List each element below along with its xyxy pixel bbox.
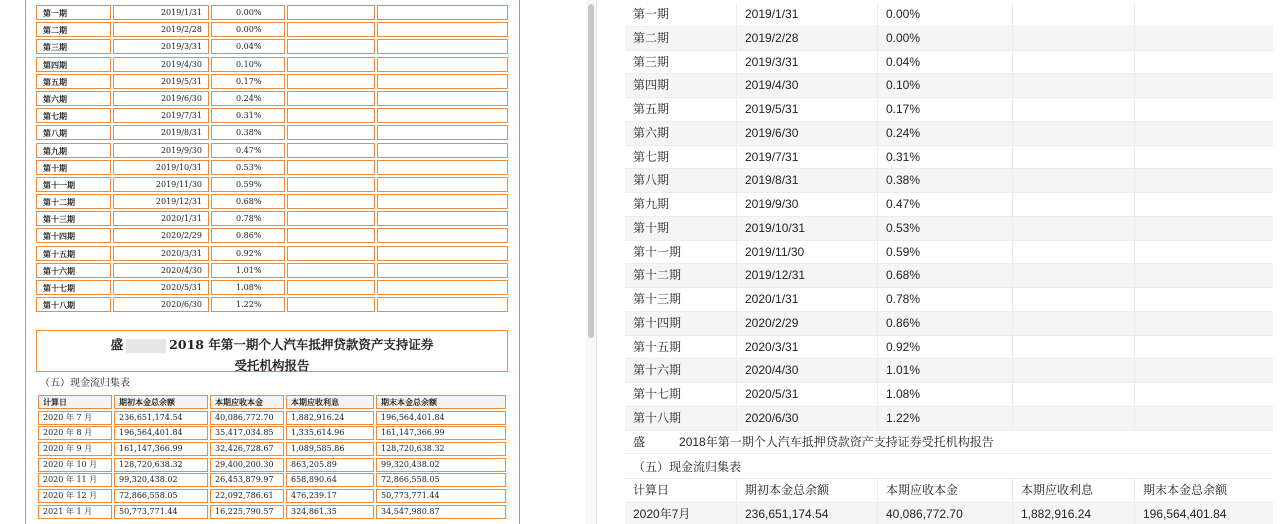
document-date-cell: 2019/6/30 (113, 91, 209, 106)
result-title-text: 2018年第一期个人汽车抵押贷款资产支持证券受托机构报告 (679, 435, 994, 449)
document-empty-cell (287, 228, 375, 243)
document-empty-cell (287, 160, 375, 175)
document-cashflow-cell: 476,239.17 (286, 489, 374, 503)
result-empty-cell (1135, 288, 1273, 311)
document-cashflow-cell: 236,651,174.54 (114, 411, 208, 425)
document-cashflow-cell: 2020 年 10 月 (38, 458, 112, 472)
document-cashflow-cell: 29,400,200.30 (210, 458, 284, 472)
document-cashflow-cell: 2020 年 7 月 (38, 411, 112, 425)
result-empty-cell (1135, 359, 1273, 382)
result-date-cell: 2019/5/31 (737, 98, 878, 121)
document-date-cell: 2020/2/29 (113, 228, 209, 243)
result-empty-cell (1135, 74, 1273, 97)
result-period-cell: 第十三期 (625, 288, 737, 311)
document-rate-cell: 0.92% (211, 246, 285, 261)
result-rate-cell: 0.86% (878, 312, 1013, 335)
document-rate-cell: 1.01% (211, 263, 285, 278)
document-empty-cell (287, 125, 375, 140)
result-rate-cell: 0.68% (878, 264, 1013, 287)
document-empty-cell (377, 160, 508, 175)
result-table-row (625, 98, 1273, 122)
document-empty-cell (377, 280, 508, 295)
document-period-cell: 第十四期 (36, 228, 111, 243)
document-cashflow-cell: 1,882,916.24 (286, 411, 374, 425)
result-table-row (625, 288, 1273, 312)
document-table-row (36, 210, 508, 227)
result-empty-cell (1013, 3, 1135, 26)
document-table-row (36, 124, 508, 141)
document-empty-cell (287, 263, 375, 278)
document-cashflow-cell: 99,320,438.02 (376, 458, 506, 472)
result-date-cell: 2020/3/31 (737, 336, 878, 359)
document-cashflow-cell: 72,866,558.05 (376, 473, 506, 487)
document-rate-cell: 1.22% (211, 297, 285, 312)
document-cashflow-cell: 16,225,790.57 (210, 505, 284, 519)
result-period-cell: 第十期 (625, 217, 737, 240)
result-date-cell: 2019/7/31 (737, 146, 878, 169)
result-empty-cell (1013, 407, 1135, 430)
document-rate-cell: 1.08% (211, 280, 285, 295)
document-cashflow-cell: 26,453,879.97 (210, 473, 284, 487)
document-period-cell: 第十八期 (36, 297, 111, 312)
document-empty-cell (377, 143, 508, 158)
document-rate-cell: 0.78% (211, 211, 285, 226)
document-cashflow-cell: 35,417,034.85 (210, 426, 284, 440)
document-cashflow-header-cell: 期末本金总余额 (376, 395, 506, 409)
document-table-row (36, 107, 508, 124)
document-period-cell: 第十三期 (36, 211, 111, 226)
result-rate-cell: 1.01% (878, 359, 1013, 382)
document-empty-cell (287, 143, 375, 158)
result-period-cell: 第八期 (625, 169, 737, 192)
result-date-cell: 2019/1/31 (737, 3, 878, 26)
result-empty-cell (1135, 312, 1273, 335)
result-empty-cell (1013, 312, 1135, 335)
document-period-cell: 第十二期 (36, 194, 111, 209)
result-period-cell: 第十二期 (625, 264, 737, 287)
result-period-cell: 第十六期 (625, 359, 737, 382)
result-table-row (625, 122, 1273, 146)
document-cashflow-cell: 196,564,401.84 (376, 411, 506, 425)
document-empty-cell (377, 39, 508, 54)
result-empty-cell (1135, 383, 1273, 406)
document-period-cell: 第七期 (36, 108, 111, 123)
document-cashflow-cell: 1,335,614.96 (286, 426, 374, 440)
document-empty-cell (377, 228, 508, 243)
result-table-row (625, 336, 1273, 360)
document-period-cell: 第十五期 (36, 246, 111, 261)
document-date-cell: 2019/12/31 (113, 194, 209, 209)
document-empty-cell (377, 57, 508, 72)
document-period-cell: 第十七期 (36, 280, 111, 295)
document-table-row (36, 245, 508, 262)
result-date-cell: 2019/6/30 (737, 122, 878, 145)
document-cashflow-cell: 161,147,366.99 (376, 426, 506, 440)
document-table-row (36, 90, 508, 107)
result-cashflow-header-cell: 期初本金总余额 (737, 479, 878, 502)
document-cashflow-cell: 863,205.89 (286, 458, 374, 472)
document-cashflow-table (38, 394, 506, 520)
result-empty-cell (1013, 288, 1135, 311)
result-rate-cell: 0.00% (878, 3, 1013, 26)
document-date-cell: 2019/8/31 (113, 125, 209, 140)
document-period-cell: 第十一期 (36, 177, 111, 192)
document-empty-cell (287, 194, 375, 209)
result-table-row (625, 359, 1273, 383)
document-rate-cell: 0.00% (211, 22, 285, 37)
document-empty-cell (377, 297, 508, 312)
result-period-cell: 第十七期 (625, 383, 737, 406)
document-cashflow-cell: 128,720,638.32 (376, 442, 506, 456)
result-empty-cell (1013, 27, 1135, 50)
document-period-cell: 第九期 (36, 143, 111, 158)
result-empty-cell (1135, 169, 1273, 192)
document-rate-cell: 0.86% (211, 228, 285, 243)
document-cashflow-cell: 40,086,772.70 (210, 411, 284, 425)
document-cashflow-row (38, 472, 506, 488)
document-period-cell: 第六期 (36, 91, 111, 106)
result-rate-cell: 0.78% (878, 288, 1013, 311)
result-table-row (625, 146, 1273, 170)
result-rate-cell: 0.38% (878, 169, 1013, 192)
result-cashflow-header-cell: 本期应收利息 (1013, 479, 1135, 502)
result-report-title (625, 430, 1273, 454)
result-empty-cell (1135, 217, 1273, 240)
document-rate-cell: 0.31% (211, 108, 285, 123)
document-empty-cell (377, 211, 508, 226)
document-table-row (36, 159, 508, 176)
result-period-cell: 第七期 (625, 146, 737, 169)
document-empty-cell (377, 246, 508, 261)
result-cashflow-header-cell: 期末本金总余额 (1143, 483, 1228, 497)
result-cashflow-header-cell: 本期应收本金 (878, 479, 1013, 502)
document-cashflow-row (38, 457, 506, 473)
document-cashflow-cell: 658,890.64 (286, 473, 374, 487)
document-cashflow-cell: 22,092,786.61 (210, 489, 284, 503)
document-rates-table (36, 4, 508, 313)
document-date-cell: 2020/4/30 (113, 263, 209, 278)
document-cashflow-header-cell: 本期应收本金 (210, 395, 284, 409)
result-cashflow-table (625, 479, 1273, 524)
document-cashflow-cell: 161,147,366.99 (114, 442, 208, 456)
document-empty-cell (377, 263, 508, 278)
document-table-row (36, 279, 508, 296)
result-empty-cell (1135, 3, 1273, 26)
document-empty-cell (377, 194, 508, 209)
result-table-row (625, 312, 1273, 336)
document-empty-cell (287, 74, 375, 89)
document-empty-cell (377, 74, 508, 89)
document-empty-cell (287, 39, 375, 54)
result-empty-cell (1013, 74, 1135, 97)
document-empty-cell (287, 57, 375, 72)
document-empty-cell (287, 22, 375, 37)
document-date-cell: 2019/1/31 (113, 5, 209, 20)
result-empty-cell (1013, 193, 1135, 216)
document-period-cell: 第三期 (36, 39, 111, 54)
result-empty-cell (1135, 336, 1273, 359)
document-period-cell: 第十六期 (36, 263, 111, 278)
document-date-cell: 2019/4/30 (113, 57, 209, 72)
document-empty-cell (287, 297, 375, 312)
document-table-row (36, 176, 508, 193)
document-rate-cell: 0.00% (211, 5, 285, 20)
result-table-row (625, 383, 1273, 407)
result-period-cell: 第十一期 (625, 241, 737, 264)
result-date-cell: 2019/10/31 (737, 217, 878, 240)
document-cashflow-cell: 324,861.35 (286, 505, 374, 519)
document-date-cell: 2019/11/30 (113, 177, 209, 192)
result-rate-cell: 0.31% (878, 146, 1013, 169)
result-period-cell: 第二期 (625, 27, 737, 50)
result-date-cell: 2020/6/30 (737, 407, 878, 430)
document-report-title (36, 330, 508, 372)
result-date-cell: 2020/1/31 (737, 288, 878, 311)
document-table-row (36, 193, 508, 210)
result-rates-table (625, 3, 1273, 431)
result-empty-cell (1013, 241, 1135, 264)
document-rate-cell: 0.10% (211, 57, 285, 72)
result-rate-cell: 0.24% (878, 122, 1013, 145)
result-empty-cell (1135, 193, 1273, 216)
result-date-cell: 2020/4/30 (737, 359, 878, 382)
result-empty-cell (1013, 98, 1135, 121)
document-table-row (36, 227, 508, 244)
result-empty-cell (1135, 241, 1273, 264)
document-table-row (36, 21, 508, 38)
document-cashflow-cell: 2020 年 8 月 (38, 426, 112, 440)
parsed-result-pane[interactable] (596, 0, 1280, 524)
document-empty-cell (287, 280, 375, 295)
result-date-cell: 2019/11/30 (737, 241, 878, 264)
document-title-prefix: 盛 (110, 337, 124, 352)
result-cashflow-header-row (625, 479, 1273, 503)
result-empty-cell (1013, 122, 1135, 145)
document-rate-cell: 0.47% (211, 143, 285, 158)
document-date-cell: 2020/1/31 (113, 211, 209, 226)
result-date-cell: 2020/5/31 (737, 383, 878, 406)
document-date-cell: 2019/7/31 (113, 108, 209, 123)
document-date-cell: 2019/3/31 (113, 39, 209, 54)
result-date-cell: 2019/2/28 (737, 27, 878, 50)
document-rate-cell: 0.24% (211, 91, 285, 106)
result-period-cell: 第四期 (625, 74, 737, 97)
document-cashflow-row (38, 425, 506, 441)
document-period-cell: 第二期 (36, 22, 111, 37)
result-empty-cell (1013, 146, 1135, 169)
document-cashflow-cell: 50,773,771.44 (376, 489, 506, 503)
document-table-row (36, 142, 508, 159)
document-empty-cell (377, 177, 508, 192)
result-empty-cell (1013, 264, 1135, 287)
result-date-cell: 2019/9/30 (737, 193, 878, 216)
document-cashflow-cell: 34,547,980.87 (376, 505, 506, 519)
result-rate-cell: 0.47% (878, 193, 1013, 216)
document-cashflow-cell: 2020 年 11 月 (38, 473, 112, 487)
document-date-cell: 2020/3/31 (113, 246, 209, 261)
document-period-cell: 第五期 (36, 74, 111, 89)
result-period-cell: 第五期 (625, 98, 737, 121)
document-table-row (36, 296, 508, 313)
result-date-cell: 2019/12/31 (737, 264, 878, 287)
result-table-row (625, 264, 1273, 288)
document-empty-cell (377, 108, 508, 123)
result-section-heading: （五）现金流归集表 (625, 455, 1273, 479)
document-cashflow-header-row (38, 394, 506, 410)
result-table-row (625, 217, 1273, 241)
document-cashflow-cell: 128,720,638.32 (114, 458, 208, 472)
document-table-row (36, 73, 508, 90)
document-date-cell: 2019/2/28 (113, 22, 209, 37)
document-cashflow-cell: 196,564,401.84 (114, 426, 208, 440)
document-period-cell: 第十期 (36, 160, 111, 175)
result-title-prefix: 盛 (633, 435, 646, 449)
document-date-cell: 2019/5/31 (113, 74, 209, 89)
document-empty-cell (287, 211, 375, 226)
result-period-cell: 第十五期 (625, 336, 737, 359)
result-period-cell: 第一期 (625, 3, 737, 26)
document-cashflow-cell: 50,773,771.44 (114, 505, 208, 519)
result-cashflow-cell: 236,651,174.54 (737, 503, 878, 524)
document-date-cell: 2019/10/31 (113, 160, 209, 175)
result-empty-cell (1013, 336, 1135, 359)
document-cashflow-row (38, 504, 506, 520)
document-rate-cell: 0.17% (211, 74, 285, 89)
result-cashflow-cell: 196,564,401.84 (1143, 506, 1227, 521)
result-table-row (625, 169, 1273, 193)
result-rate-cell: 0.00% (878, 27, 1013, 50)
document-empty-cell (377, 125, 508, 140)
document-rate-cell: 0.68% (211, 194, 285, 209)
document-date-cell: 2020/5/31 (113, 280, 209, 295)
document-period-cell: 第四期 (36, 57, 111, 72)
result-cashflow-row (625, 503, 1273, 524)
result-cashflow-cell: 2020年7月 (625, 503, 737, 524)
result-date-cell: 2019/8/31 (737, 169, 878, 192)
document-rate-cell: 0.38% (211, 125, 285, 140)
document-cashflow-header-cell: 期初本金总余额 (114, 395, 208, 409)
document-period-cell: 第一期 (36, 5, 111, 20)
result-date-cell: 2019/3/31 (737, 51, 878, 74)
result-empty-cell (1135, 98, 1273, 121)
document-date-cell: 2020/6/30 (113, 297, 209, 312)
result-table-row (625, 193, 1273, 217)
result-empty-cell (1135, 264, 1273, 287)
result-empty-cell (1013, 217, 1135, 240)
document-rate-cell: 0.53% (211, 160, 285, 175)
result-table-row (625, 407, 1273, 431)
document-cashflow-cell: 32,426,728.67 (210, 442, 284, 456)
document-cashflow-row (38, 441, 506, 457)
result-period-cell: 第九期 (625, 193, 737, 216)
result-rate-cell: 1.22% (878, 407, 1013, 430)
document-page (25, 0, 520, 524)
document-table-row (36, 38, 508, 55)
result-empty-cell (1013, 169, 1135, 192)
result-rate-cell: 0.04% (878, 51, 1013, 74)
document-title-line1: 2018 年第一期个人汽车抵押贷款资产支持证券 (169, 337, 434, 352)
document-empty-cell (287, 108, 375, 123)
result-period-cell: 第十四期 (625, 312, 737, 335)
document-table-row (36, 56, 508, 73)
result-date-cell: 2020/2/29 (737, 312, 878, 335)
document-cashflow-header-cell: 本期应收利息 (286, 395, 374, 409)
result-table-row (625, 74, 1273, 98)
result-empty-cell (1013, 383, 1135, 406)
document-scrollbar-thumb[interactable] (588, 4, 594, 338)
document-empty-cell (287, 177, 375, 192)
document-cashflow-cell: 2021 年 1 月 (38, 505, 112, 519)
result-period-cell: 第十八期 (625, 407, 737, 430)
result-rate-cell: 1.08% (878, 383, 1013, 406)
document-period-cell: 第八期 (36, 125, 111, 140)
result-empty-cell (1135, 51, 1273, 74)
result-empty-cell (1013, 359, 1135, 382)
result-table-row (625, 3, 1273, 27)
result-rate-cell: 0.92% (878, 336, 1013, 359)
document-empty-cell (287, 5, 375, 20)
result-empty-cell (1135, 122, 1273, 145)
document-cashflow-row (38, 410, 506, 426)
document-title-line2: 受托机构报告 (234, 358, 310, 373)
result-empty-cell (1135, 407, 1273, 430)
document-empty-cell (377, 5, 508, 20)
result-rate-cell: 0.59% (878, 241, 1013, 264)
document-section-heading: （五）现金流归集表 (40, 378, 130, 389)
document-empty-cell (287, 246, 375, 261)
result-empty-cell (1135, 27, 1273, 50)
result-cashflow-header-cell: 计算日 (625, 479, 737, 502)
document-date-cell: 2019/9/30 (113, 143, 209, 158)
result-rate-cell: 0.53% (878, 217, 1013, 240)
document-cashflow-header-cell: 计算日 (38, 395, 112, 409)
document-empty-cell (377, 91, 508, 106)
result-date-cell: 2019/4/30 (737, 74, 878, 97)
document-cashflow-row (38, 488, 506, 504)
result-table-row (625, 51, 1273, 75)
document-empty-cell (377, 22, 508, 37)
document-cashflow-cell: 72,866,558.05 (114, 489, 208, 503)
document-cashflow-cell: 2020 年 12 月 (38, 489, 112, 503)
result-rate-cell: 0.17% (878, 98, 1013, 121)
document-cashflow-cell: 99,320,438.02 (114, 473, 208, 487)
source-document-pane[interactable] (0, 0, 596, 524)
result-period-cell: 第三期 (625, 51, 737, 74)
result-cashflow-cell: 40,086,772.70 (878, 503, 1013, 524)
result-table-row (625, 241, 1273, 265)
document-cashflow-cell: 2020 年 9 月 (38, 442, 112, 456)
document-rate-cell: 0.59% (211, 177, 285, 192)
result-rate-cell: 0.10% (878, 74, 1013, 97)
result-empty-cell (1135, 146, 1273, 169)
document-table-row (36, 4, 508, 21)
document-cashflow-cell: 1,089,585.86 (286, 442, 374, 456)
result-cashflow-cell: 1,882,916.24 (1013, 503, 1135, 524)
document-rate-cell: 0.04% (211, 39, 285, 54)
result-table-row (625, 27, 1273, 51)
result-period-cell: 第六期 (625, 122, 737, 145)
document-table-row (36, 262, 508, 279)
redaction-mark (126, 339, 166, 353)
document-empty-cell (287, 91, 375, 106)
result-empty-cell (1013, 51, 1135, 74)
